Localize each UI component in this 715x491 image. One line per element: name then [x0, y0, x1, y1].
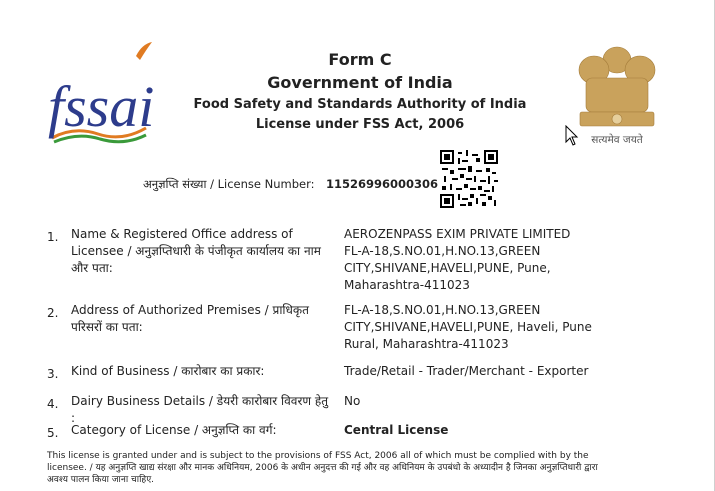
- item-label-premises: Address of Authorized Premises / प्राधिकृत परिसरों का पता:: [71, 303, 309, 334]
- item-label-category: Category of License / अनुज्ञप्ति का वर्ग:: [71, 423, 277, 437]
- item-label-name-address: Name & Registered Office address of Licensee / अनुज्ञप्तिधारी के पंजीकृत कार्यालय का नाम और पता:: [71, 227, 321, 275]
- item-index: 5.: [47, 426, 59, 440]
- authority-title: Food Safety and Standards Authority of India: [193, 97, 527, 112]
- license-number-value: 11526996000306: [326, 177, 439, 191]
- item-index: 2.: [47, 306, 59, 320]
- item-value-premises: FL-A-18,S.NO.01,H.NO.13,GREEN CITY,SHIVANE,HAVELI,PUNE, Haveli, Pune Rural, Maharashtra-411023: [344, 303, 592, 351]
- government-title: Government of India: [267, 73, 453, 92]
- form-title: Form C: [328, 50, 392, 69]
- qr-code: [440, 150, 498, 208]
- svg-text:fssai: fssai: [48, 74, 154, 139]
- emblem-motto: सत्यमेव जयते: [591, 134, 643, 146]
- act-title: License under FSS Act, 2006: [255, 117, 465, 132]
- item-label-business-kind: Kind of Business / कारोबार का प्रकार:: [71, 364, 265, 378]
- national-emblem-icon: [566, 40, 668, 152]
- license-footer-note: This license is granted under and is subject to the provisions of FSS Act, 2006 all of which must be complied with by the licensee. / यह अनुज्ञप्ति खाद्य संरक्षा और मानक अधिनियम, 2006 के अधीन अनुदत्त की गई और वह अधिनियम के उपबंधो के अध्यादीन है जिनका अनुज्ञप्तिधारी द्वारा अवश्य पालन किया जाना चाहिए.: [47, 451, 598, 485]
- fssai-logo: [44, 38, 154, 148]
- item-index: 1.: [47, 230, 59, 244]
- item-value-dairy: No: [344, 394, 361, 408]
- license-number-label: अनुज्ञप्ति संख्या / License Number:: [143, 177, 315, 191]
- mouse-cursor-icon: [565, 125, 579, 147]
- item-value-name-address: AEROZENPASS EXIM PRIVATE LIMITED FL-A-18,S.NO.01,H.NO.13,GREEN CITY,SHIVANE,HAVELI,PUNE, Pune, Maharashtra-411023: [344, 227, 571, 292]
- item-index: 3.: [47, 367, 59, 381]
- item-label-dairy: Dairy Business Details / डेयरी कारोबार विवरण हेतु :: [71, 394, 329, 425]
- item-value-business-kind: Trade/Retail - Trader/Merchant - Exporter: [344, 364, 589, 378]
- item-value-category: Central License: [344, 423, 449, 437]
- item-index: 4.: [47, 397, 59, 411]
